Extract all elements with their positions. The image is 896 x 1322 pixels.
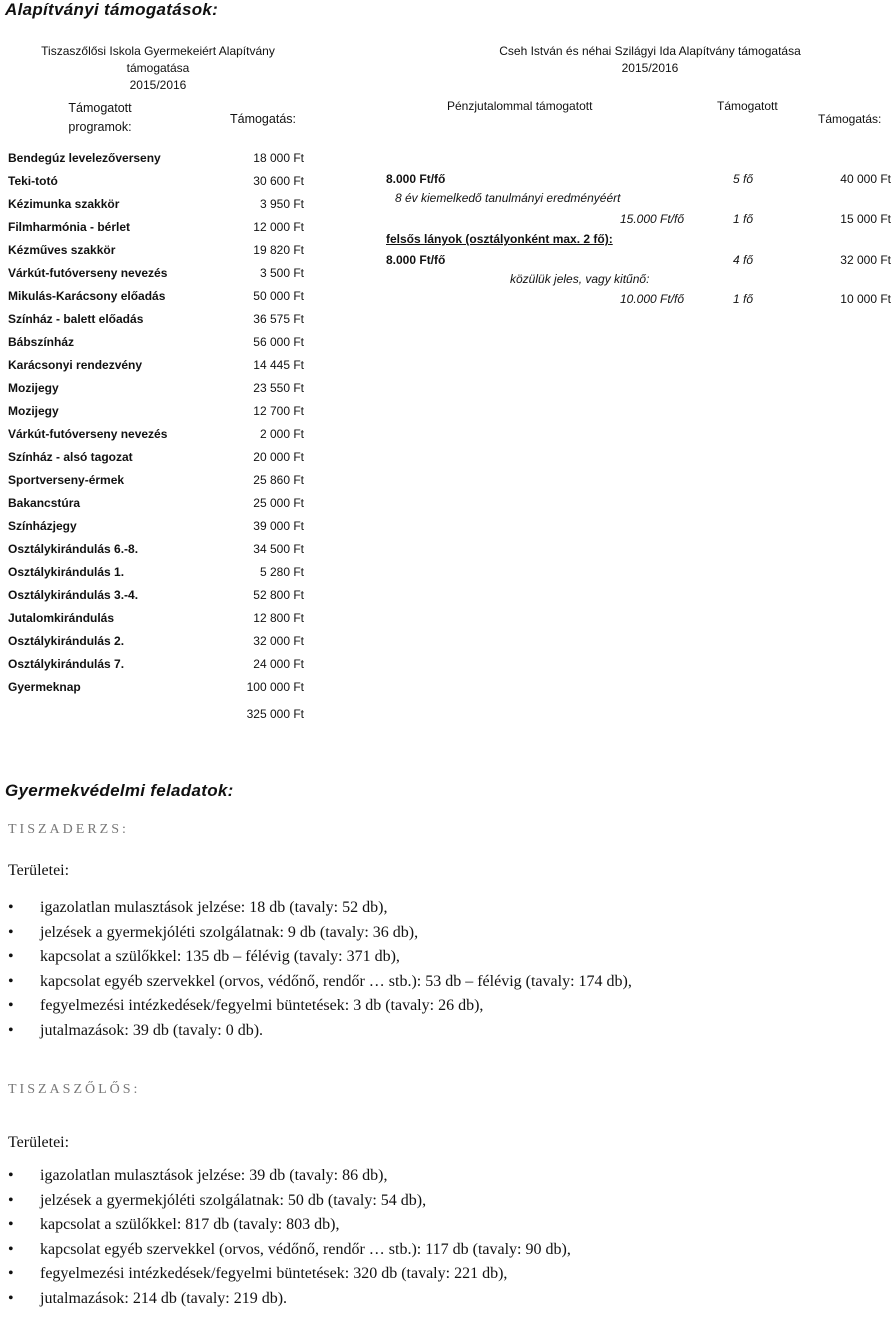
program-amount: 30 600 Ft [253,174,304,188]
right-r2-count: 1 fő [733,212,754,226]
right-r2-desc: 15.000 Ft/fő [620,212,685,226]
program-name: Teki-totó [8,174,58,188]
right-r4-desc: 10.000 Ft/fő [620,292,685,306]
list-item: • igazolatlan mulasztások jelzése: 18 db (tavaly: 52 db), [0,896,632,921]
left-table-row [8,519,308,542]
left-table-row [8,335,308,358]
list-item: • jelzések a gyermekjóléti szolgálatnak: 9 db (tavaly: 36 db), [0,921,632,946]
program-amount: 39 000 Ft [253,519,304,533]
tiszaderzs-list [0,896,632,1043]
left-table-row [8,542,308,565]
program-amount: 25 000 Ft [253,496,304,510]
program-amount: 100 000 Ft [246,680,304,694]
program-name: Karácsonyi rendezvény [8,358,143,372]
child-protection-heading: Gyermekvédelmi feladatok: [5,781,234,800]
program-name: Színház - balett előadás [8,312,144,326]
right-col-amount-header: Támogatás: [818,112,882,126]
right-r1-count: 5 fő [733,172,754,186]
left-table-row [8,220,308,243]
right-r3-desc: 8.000 Ft/fő [386,253,446,267]
program-amount: 25 860 Ft [253,473,304,487]
program-amount: 36 575 Ft [253,312,304,326]
program-name: Osztálykirándulás 6.-8. [8,542,139,556]
program-amount: 52 800 Ft [253,588,304,602]
left-table-row [8,381,308,404]
left-table-row [8,266,308,289]
program-name: Filmharmónia - bérlet [8,220,131,234]
program-name: Kézműves szakkör [8,243,116,257]
program-amount: 12 000 Ft [253,220,304,234]
left-table-row [8,427,308,450]
program-name: Bakancstúra [8,496,81,510]
section-name-tiszaszolos: TISZASZŐLŐS: [8,1082,141,1097]
left-table-row [8,404,308,427]
right-r1-desc: 8.000 Ft/fő [386,172,446,186]
list-item: • igazolatlan mulasztások jelzése: 39 db (tavaly: 86 db), [0,1164,571,1189]
page-heading: Alapítványi támogatások: [5,0,219,19]
program-name: Kézimunka szakkör [8,197,120,211]
left-table-row [8,611,308,634]
list-item: • kapcsolat a szülőkkel: 817 db (tavaly: 803 db), [0,1213,571,1238]
left-table-row [8,289,308,312]
left-table-row [8,197,308,220]
right-r3-count: 4 fő [733,253,754,267]
program-amount: 32 000 Ft [253,634,304,648]
program-name: Jutalomkirándulás [8,611,115,625]
program-name: Színház - alsó tagozat [8,450,133,464]
program-amount: 2 000 Ft [259,427,304,441]
left-table-row [8,565,308,588]
right-r3-amount: 32 000 Ft [840,253,891,267]
list-item: • kapcsolat egyéb szervekkel (orvos, védőnő, rendőr … stb.): 117 db (tavaly: 90 db), [0,1238,571,1263]
right-col-supported-header: Támogatott [717,99,778,113]
program-name: Színházjegy [8,519,77,533]
left-table-row [8,151,308,174]
right-col-money-header: Pénzjutalommal támogatott [447,99,593,113]
program-amount: 56 000 Ft [253,335,304,349]
left-total: 325 000 Ft [246,707,304,721]
section-label-tiszaszolos: Területei: [8,1134,70,1151]
program-amount: 23 550 Ft [253,381,304,395]
program-amount: 34 500 Ft [253,542,304,556]
program-amount: 50 000 Ft [253,289,304,303]
left-table-row [8,473,308,496]
program-name: Osztálykirándulás 2. [8,634,125,648]
program-name: Gyermeknap [8,680,81,694]
program-name: Osztálykirándulás 7. [8,657,125,671]
left-table-row [8,588,308,611]
list-item: • jutalmazások: 214 db (tavaly: 219 db). [0,1287,571,1312]
program-amount: 5 280 Ft [259,565,304,579]
program-name: Osztálykirándulás 1. [8,565,125,579]
right-r2-amount: 15 000 Ft [840,212,891,226]
left-table-row [8,680,308,703]
program-name: Mozijegy [8,404,59,418]
list-item: • jutalmazások: 39 db (tavaly: 0 db). [0,1019,632,1044]
list-item: • kapcsolat a szülőkkel: 135 db – félévig (tavaly: 371 db), [0,945,632,970]
program-name: Bendegúz levelezőverseny [8,151,161,165]
program-name: Várkút-futóverseny nevezés [8,266,168,280]
program-name: Mozijegy [8,381,59,395]
left-col-amount-header: Támogatás: [229,112,296,126]
program-name: Sportverseny-érmek [8,473,125,487]
left-table-row [8,358,308,381]
program-name: Osztálykirándulás 3.-4. [8,588,139,602]
program-amount: 20 000 Ft [253,450,304,464]
program-amount: 24 000 Ft [253,657,304,671]
left-total-row [8,707,308,730]
program-amount: 19 820 Ft [253,243,304,257]
program-name: Bábszínház [8,335,75,349]
list-item: • fegyelmezési intézkedések/fegyelmi büntetések: 3 db (tavaly: 26 db), [0,994,632,1019]
list-item: • jelzések a gyermekjóléti szolgálatnak: 50 db (tavaly: 54 db), [0,1189,571,1214]
left-table-row [8,450,308,473]
tiszaszolos-list [0,1164,571,1311]
left-table-row [8,634,308,657]
program-amount: 12 700 Ft [253,404,304,418]
left-fund-caption: Tiszaszőlősi Iskola Gyermekeiért Alapítvány támogatása 2015/2016 [41,44,275,92]
program-name: Mikulás-Karácsony előadás [8,289,166,303]
program-name: Várkút-futóverseny nevezés [8,427,168,441]
right-r4-amount: 10 000 Ft [840,292,891,306]
left-col-program-header: Támogatott programok: [68,101,132,134]
program-amount: 18 000 Ft [253,151,304,165]
program-amount: 12 800 Ft [253,611,304,625]
section-name-tiszaderzs: TISZADERZS: [8,822,129,837]
list-item: • fegyelmezési intézkedések/fegyelmi büntetések: 320 db (tavaly: 221 db), [0,1262,571,1287]
program-amount: 14 445 Ft [253,358,304,372]
right-r3-note: felsős lányok (osztályonként max. 2 fő): [386,232,613,246]
left-table-row [8,174,308,197]
list-item: • kapcsolat egyéb szervekkel (orvos, védőnő, rendőr … stb.): 53 db – félévig (tavaly: 174 db), [0,970,632,995]
right-r2-note: 8 év kiemelkedő tanulmányi eredményéért [395,191,621,205]
left-table-row [8,312,308,335]
left-table-row [8,496,308,519]
right-r4-note: közülük jeles, vagy kitűnő: [510,272,650,286]
left-table-row [8,243,308,266]
right-r4-count: 1 fő [733,292,754,306]
section-label-tiszaderzs: Területei: [8,862,70,879]
program-amount: 3 950 Ft [259,197,304,211]
right-fund-caption: Cseh István és néhai Szilágyi Ida Alapítvány támogatása 2015/2016 [499,44,801,75]
right-r1-amount: 40 000 Ft [840,172,891,186]
left-table-row [8,657,308,680]
program-amount: 3 500 Ft [259,266,304,280]
